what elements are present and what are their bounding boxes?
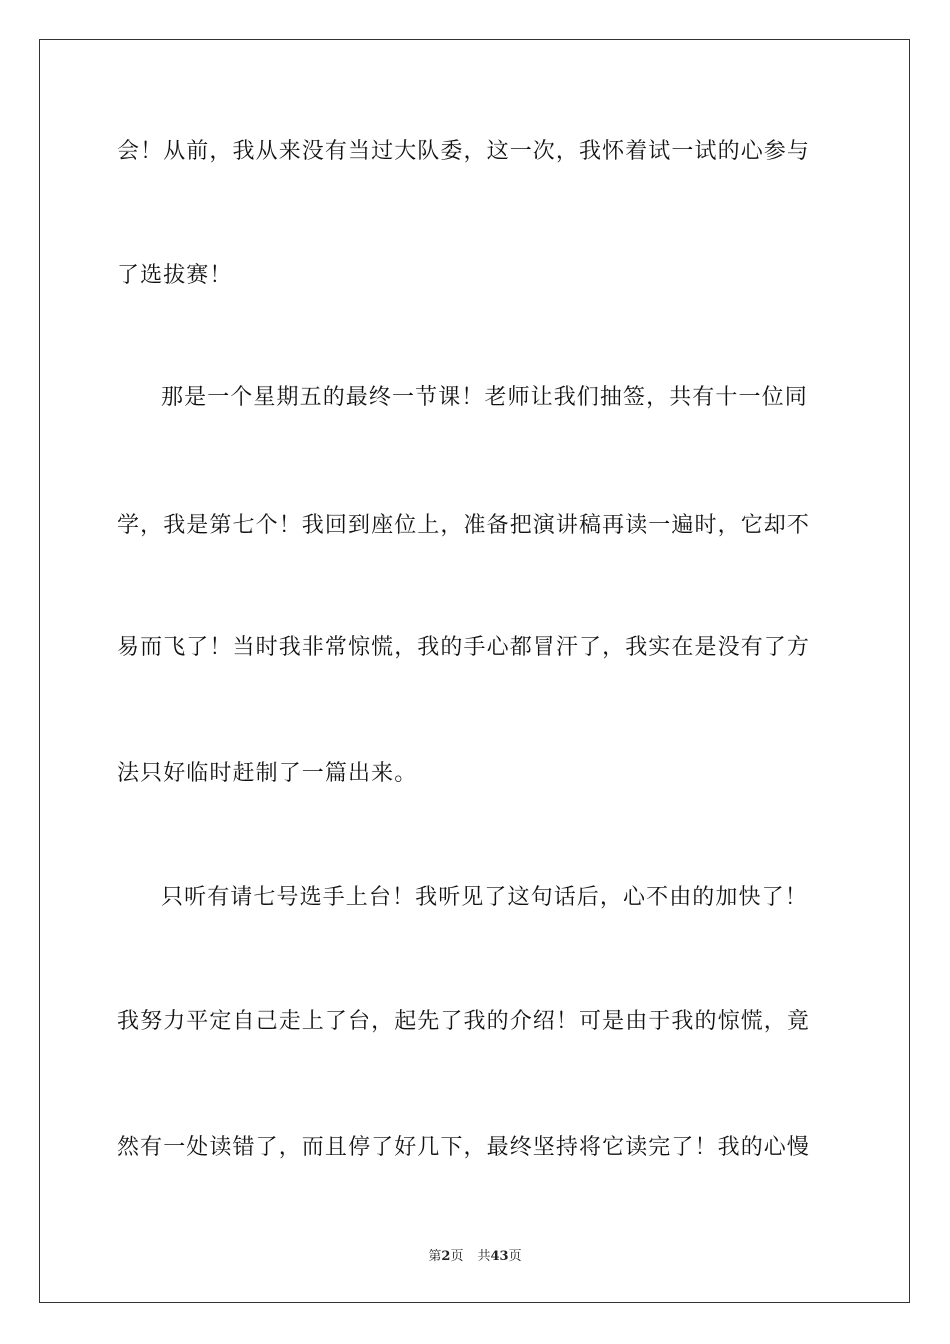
body-text-line: 了选拔赛！ bbox=[117, 263, 233, 288]
total-pages: 43 bbox=[490, 1249, 509, 1264]
body-text-line: 学，我是第七个！我回到座位上，准备把演讲稿再读一遍时，它却不 bbox=[117, 513, 811, 538]
total-suffix: 页 bbox=[508, 1249, 522, 1264]
body-text-line: 然有一处读错了，而且停了好几下，最终坚持将它读完了！我的心慢 bbox=[117, 1135, 811, 1160]
page-footer bbox=[0, 1249, 950, 1265]
body-text-line: 会！从前，我从来没有当过大队委，这一次，我怀着试一试的心参与 bbox=[117, 139, 811, 164]
paragraph-start-line: 那是一个星期五的最终一节课！老师让我们抽签，共有十一位同 bbox=[161, 385, 808, 410]
body-text-line: 法只好临时赶制了一篇出来。 bbox=[117, 761, 418, 786]
total-prefix: 共 bbox=[477, 1249, 491, 1264]
page-prefix: 第 bbox=[428, 1249, 442, 1264]
page-border bbox=[39, 39, 910, 1303]
body-text-line: 易而飞了！当时我非常惊慌，我的手心都冒汗了，我实在是没有了方 bbox=[117, 635, 811, 660]
page-number: 2 bbox=[441, 1249, 451, 1264]
paragraph-start-line: 只听有请七号选手上台！我听见了这句话后，心不由的加快了！ bbox=[161, 885, 808, 910]
body-text-line: 我努力平定自己走上了台，起先了我的介绍！可是由于我的惊慌，竟 bbox=[117, 1009, 811, 1034]
page-suffix: 页 bbox=[450, 1249, 464, 1264]
